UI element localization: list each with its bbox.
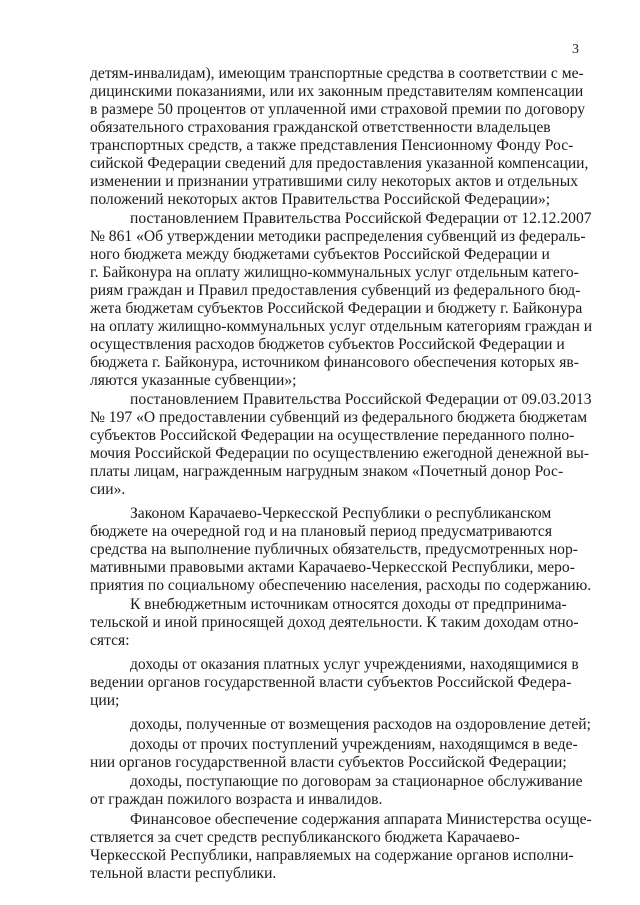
text-line: жета бюджетам субъектов Российской Федерации и бюджету г. Байконура: [90, 300, 583, 317]
text-line: ведении органов государственной власти субъектов Российской Федера-: [90, 674, 572, 691]
text-line: изменении и признании утратившими силу некоторых актов и отдельных: [90, 173, 578, 190]
text-line: от граждан пожилого возраста и инвалидов.: [90, 791, 383, 808]
text-line: мочия Российской Федерации по осуществлению ежегодной денежной вы-: [90, 445, 590, 462]
text-line: риям граждан и Правил предоставления субвенций из федерального бюд-: [90, 282, 581, 299]
text-line: детям-инвалидам), имеющим транспортные средства в соответствии с ме-: [90, 65, 584, 82]
text-line: тельной власти республики.: [90, 865, 277, 882]
text-line: бюджете на очередной год и на плановый период предусматриваются: [90, 523, 553, 540]
text-line: положений некоторых актов Правительства Российской Федерации»;: [90, 191, 551, 208]
text-line: обязательного страхования гражданской ответственности владельцев: [90, 119, 551, 136]
text-line: № 197 «О предоставлении субвенций из федерального бюджета бюджетам: [90, 409, 588, 426]
text-line: доходы от оказания платных услуг учреждениями, находящимися в: [130, 656, 579, 673]
text-line: К внебюджетным источникам относятся доходы от предпринима-: [130, 596, 567, 613]
text-line: г. Байконура на оплату жилищно-коммунальных услуг отдельным катего-: [90, 264, 579, 281]
text-line: ного бюджета между бюджетами субъектов Российской Федерации и: [90, 246, 550, 263]
text-line: доходы от прочих поступлений учреждениям, находящимся в веде-: [130, 736, 578, 753]
text-line: нии органов государственной власти субъектов Российской Федерации;: [90, 754, 567, 771]
text-line: Финансовое обеспечение содержания аппарата Министерства осуще-: [130, 811, 592, 828]
text-line: на оплату жилищно-коммунальных услуг отдельным категориям граждан и: [90, 318, 593, 335]
text-line: субъектов Российской Федерации на осуществление переданного полно-: [90, 427, 575, 444]
text-line: ляются указанные субвенции»;: [90, 372, 297, 389]
text-line: доходы, поступающие по договорам за стационарное обслуживание: [130, 773, 583, 790]
text-line: приятия по социальному обеспечению населения, расходы по содержанию.: [90, 577, 592, 594]
text-line: осуществления расходов бюджетов субъектов Российской Федерации и: [90, 336, 565, 353]
text-line: транспортных средств, а также представления Пенсионному Фонду Рос-: [90, 137, 574, 154]
text-line: ции;: [90, 692, 120, 709]
text-line: Законом Карачаево-Черкесской Республики о республиканском: [130, 505, 552, 522]
text-line: сийской Федерации сведений для предоставления указанной компенсации,: [90, 155, 589, 172]
text-line: в размере 50 процентов от уплаченной ими страховой премии по договору: [90, 101, 585, 118]
text-line: постановлением Правительства Российской Федерации от 12.12.2007: [130, 210, 592, 227]
text-line: № 861 «Об утверждении методики распределения субвенций из федераль-: [90, 228, 586, 245]
text-line: ствляется за счет средств республиканского бюджета Карачаево-: [90, 829, 520, 846]
text-line: тельской и иной приносящей доход деятельности. К таким доходам отно-: [90, 614, 579, 631]
page-number: 3: [572, 42, 579, 57]
text-line: Черкесской Республики, направляемых на содержание органов исполни-: [90, 847, 574, 864]
text-line: мативными правовыми актами Карачаево-Черкесской Республики, меро-: [90, 559, 575, 576]
text-line: доходы, полученные от возмещения расходов на оздоровление детей;: [130, 716, 591, 733]
text-line: постановлением Правительства Российской Федерации от 09.03.2013: [130, 391, 592, 408]
text-line: средства на выполнение публичных обязательств, предусмотренных нор-: [90, 541, 578, 558]
text-line: сятся:: [90, 632, 130, 649]
text-line: платы лицам, награжденным нагрудным знаком «Почетный донор Рос-: [90, 463, 564, 480]
text-line: дицинскими показаниями, или их законным представителям компенсации: [90, 83, 584, 100]
text-line: бюджета г. Байконура, источником финансового обеспечения которых яв-: [90, 354, 579, 371]
text-line: сии».: [90, 481, 126, 498]
